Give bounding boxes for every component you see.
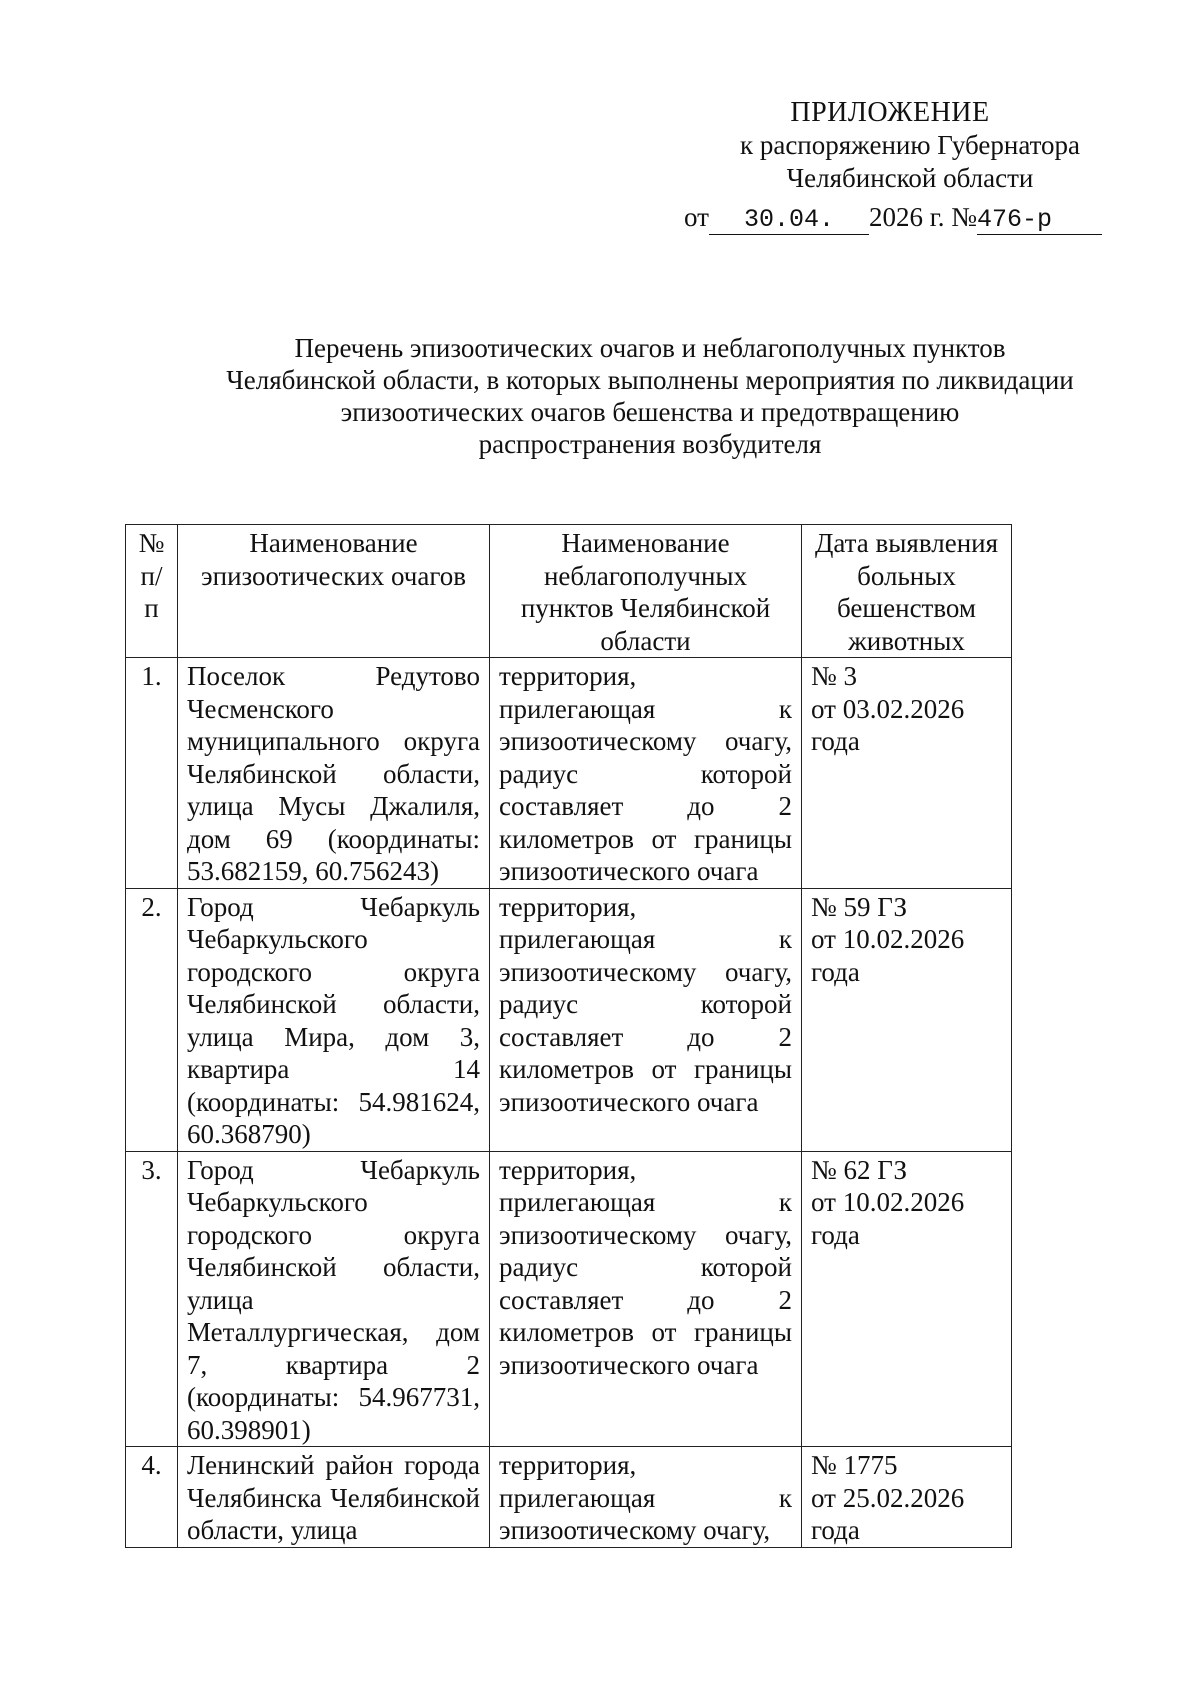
document-title-line1: Перечень эпизоотических очагов и неблагополучных пунктов <box>294 333 1006 363</box>
row-point: территория, прилегающая к эпизоотическому очагу, <box>490 1447 802 1548</box>
from-label: от <box>684 202 709 232</box>
row-date-cell <box>802 1151 1012 1447</box>
table-row <box>126 888 1012 1151</box>
table-row <box>126 658 1012 889</box>
document-title-line2: Челябинской области, в которых выполнены мероприятия по ликвидации <box>226 365 1074 395</box>
table-header-row <box>126 525 1012 658</box>
header-foci: Наименование эпизоотических очагов <box>178 525 490 658</box>
row-date: от 25.02.2026 года <box>811 1482 965 1545</box>
header-points: Наименование неблагополучных пунктов Челябинской области <box>490 525 802 658</box>
row-date-cell <box>802 888 1012 1151</box>
order-year: 2026 г. № <box>868 202 977 232</box>
row-date: от 03.02.2026 года <box>811 693 965 756</box>
row-ref: № 59 ГЗ <box>811 891 908 922</box>
appendix-subtitle-line2: Челябинской области <box>786 163 1034 193</box>
appendix-header <box>620 96 1100 195</box>
row-date: от 10.02.2026 года <box>811 1187 965 1250</box>
row-ref: № 1775 <box>811 1450 898 1480</box>
document-title-line3: эпизоотических очагов бешенства и предотвращению <box>340 397 960 427</box>
row-number: 1. <box>126 658 178 889</box>
document-title <box>200 332 1100 460</box>
header-num: № п/п <box>126 525 178 658</box>
order-date: 30.04. <box>743 205 834 234</box>
row-number: 2. <box>126 888 178 1151</box>
document-title-line4: распространения возбудителя <box>478 429 822 459</box>
row-ref: № 3 <box>811 661 858 691</box>
header-date: Дата выявления больных бешенством животных <box>802 525 1012 658</box>
row-number: 4. <box>126 1447 178 1548</box>
table-row <box>126 1151 1012 1447</box>
appendix-title: ПРИЛОЖЕНИЕ <box>790 97 990 128</box>
row-point: территория, прилегающая к эпизоотическому очагу, радиус которой составляет до 2 километров от границы эпизоотического очага <box>490 658 802 889</box>
row-focus: Ленинский район города Челябинска Челябинской области, улица <box>178 1447 490 1548</box>
table-row <box>126 1447 1012 1548</box>
row-focus: Поселок Редутово Чесменского муниципального округа Челябинской области, улица Мусы Джалиля, дом 69 (координаты: 53.682159, 60.756243) <box>178 658 490 889</box>
row-date: от 10.02.2026 года <box>811 924 965 987</box>
order-date-line <box>684 202 1102 235</box>
row-point: территория, прилегающая к эпизоотическому очагу, радиус которой составляет до 2 километров от границы эпизоотического очага <box>490 1151 802 1447</box>
appendix-subtitle-line1: к распоряжению Губернатора <box>739 130 1081 160</box>
row-date-cell <box>802 1447 1012 1548</box>
row-ref: № 62 ГЗ <box>811 1154 908 1185</box>
row-focus: Город Чебаркуль Чебаркульского городского округа Челябинской области, улица Металлургическая, дом 7, квартира 2 (координаты: 54.967731, 60.398901) <box>178 1151 490 1447</box>
row-focus: Город Чебаркуль Чебаркульского городского округа Челябинской области, улица Мира, дом 3, квартира 14 (координаты: 54.981624, 60.368790) <box>178 888 490 1151</box>
row-number: 3. <box>126 1151 178 1447</box>
row-point: территория, прилегающая к эпизоотическому очагу, радиус которой составляет до 2 километров от границы эпизоотического очага <box>490 888 802 1151</box>
row-date-cell <box>802 658 1012 889</box>
order-number: 476-р <box>977 205 1053 234</box>
foci-table <box>125 524 1012 1548</box>
